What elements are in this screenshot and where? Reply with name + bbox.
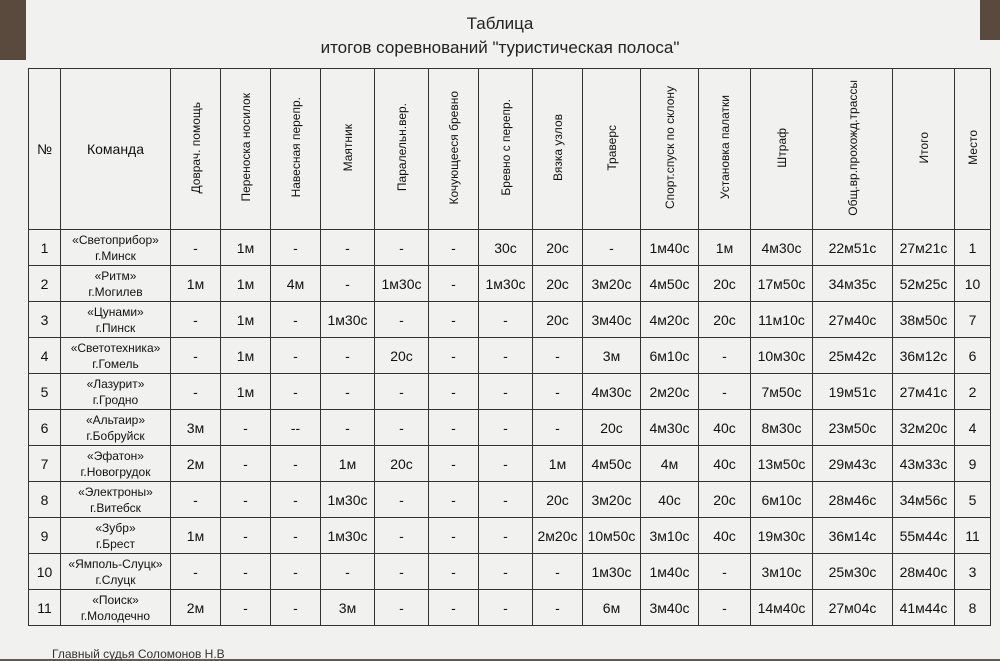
score-cell: 40с	[699, 410, 751, 446]
team-city: г.Могилев	[88, 284, 143, 299]
row-number: 6	[29, 410, 61, 446]
score-cell: -	[321, 554, 375, 590]
score-cell: 28м40с	[893, 554, 955, 590]
table-row	[29, 338, 991, 374]
header-stage: Маятник	[321, 69, 375, 230]
score-cell: -	[479, 338, 533, 374]
score-cell: 29м43с	[813, 446, 893, 482]
team-cell	[61, 446, 171, 482]
score-cell: 6м10с	[641, 338, 699, 374]
score-cell: 20с	[699, 482, 751, 518]
score-cell: 8	[955, 590, 991, 626]
header-result: Итого	[893, 69, 955, 230]
row-number: 7	[29, 446, 61, 482]
score-cell: 3м40с	[641, 590, 699, 626]
document-title: Таблица	[466, 14, 534, 33]
header-place: Место	[955, 69, 991, 230]
score-cell: -	[221, 482, 271, 518]
header-penalty: Штраф	[751, 69, 813, 230]
team-name: «Цунами»	[87, 304, 144, 319]
score-cell: 1м	[699, 230, 751, 266]
score-cell: -	[533, 410, 583, 446]
score-cell: -	[271, 518, 321, 554]
row-number: 3	[29, 302, 61, 338]
score-cell: 13м50с	[751, 446, 813, 482]
score-cell: -	[429, 482, 479, 518]
table-row	[29, 302, 991, 338]
team-cell	[61, 374, 171, 410]
score-cell: -	[429, 590, 479, 626]
score-cell: 27м21с	[893, 230, 955, 266]
score-cell: -	[479, 302, 533, 338]
team-name: «Эфатон»	[87, 448, 144, 463]
score-cell: 4м30с	[751, 230, 813, 266]
score-cell: -	[375, 302, 429, 338]
score-cell: 40с	[641, 482, 699, 518]
score-cell: 20с	[375, 338, 429, 374]
team-cell	[61, 230, 171, 266]
score-cell: -	[321, 374, 375, 410]
score-cell: 3	[955, 554, 991, 590]
header-stage: Установка палатки	[699, 69, 751, 230]
score-cell: -	[583, 230, 641, 266]
row-number: 8	[29, 482, 61, 518]
score-cell: -	[479, 590, 533, 626]
table-row	[29, 554, 991, 590]
score-cell: 1м30с	[583, 554, 641, 590]
score-cell: --	[271, 410, 321, 446]
score-cell: 40с	[699, 446, 751, 482]
team-cell	[61, 554, 171, 590]
score-cell: 4м	[641, 446, 699, 482]
footer-judge: Главный судья Соломонов Н.В	[52, 647, 225, 661]
table-row	[29, 518, 991, 554]
score-cell: 4м30с	[641, 410, 699, 446]
score-cell: 1м	[221, 266, 271, 302]
score-cell: 20с	[533, 230, 583, 266]
score-cell: -	[271, 482, 321, 518]
score-cell: 27м04с	[813, 590, 893, 626]
score-cell: 9	[955, 446, 991, 482]
score-cell: 34м56с	[893, 482, 955, 518]
team-city: г.Пинск	[95, 320, 136, 335]
team-name: «Светотехника»	[70, 340, 161, 355]
score-cell: 32м20с	[893, 410, 955, 446]
score-cell: 20с	[699, 266, 751, 302]
score-cell: 1м40с	[641, 230, 699, 266]
score-cell: 1м30с	[321, 482, 375, 518]
score-cell: 2	[955, 374, 991, 410]
score-cell: -	[221, 410, 271, 446]
score-cell: 3м	[321, 590, 375, 626]
score-cell: 20с	[533, 266, 583, 302]
team-city: г.Минск	[95, 248, 136, 263]
header-stage: Паралельн.вер.	[375, 69, 429, 230]
score-cell: -	[221, 590, 271, 626]
header-stage: Доврач. помощь	[171, 69, 221, 230]
score-cell: -	[321, 410, 375, 446]
team-cell	[61, 302, 171, 338]
table-row	[29, 446, 991, 482]
team-cell	[61, 482, 171, 518]
score-cell: -	[271, 446, 321, 482]
team-city: г.Витебск	[90, 500, 141, 515]
score-cell: -	[271, 554, 321, 590]
score-cell: 40с	[699, 518, 751, 554]
score-cell: 43м33с	[893, 446, 955, 482]
header-stage: Переноска носилок	[221, 69, 271, 230]
header-stage: Спорт.спуск по склону	[641, 69, 699, 230]
score-cell: -	[533, 554, 583, 590]
team-city: г.Новогрудок	[80, 464, 151, 479]
score-cell: -	[375, 410, 429, 446]
score-cell: 1м	[221, 230, 271, 266]
team-name: «Ритм»	[94, 268, 137, 283]
score-cell: 36м12с	[893, 338, 955, 374]
score-cell: 4	[955, 410, 991, 446]
score-cell: 27м40с	[813, 302, 893, 338]
score-cell: 1м	[221, 302, 271, 338]
score-cell: 11м10с	[751, 302, 813, 338]
table-row	[29, 230, 991, 266]
score-cell: 3м20с	[583, 482, 641, 518]
score-cell: -	[429, 266, 479, 302]
row-number: 11	[29, 590, 61, 626]
score-cell: -	[429, 230, 479, 266]
row-number: 4	[29, 338, 61, 374]
score-cell: -	[171, 374, 221, 410]
team-cell	[61, 410, 171, 446]
team-cell	[61, 266, 171, 302]
score-cell: 27м41с	[893, 374, 955, 410]
score-cell: 3м40с	[583, 302, 641, 338]
score-cell: -	[375, 590, 429, 626]
score-cell: 3м10с	[751, 554, 813, 590]
team-city: г.Бобруйск	[86, 428, 145, 443]
score-cell: 11	[955, 518, 991, 554]
score-cell: 22м51с	[813, 230, 893, 266]
score-cell: 1м	[321, 446, 375, 482]
score-cell: 2м20с	[641, 374, 699, 410]
score-cell: -	[479, 482, 533, 518]
score-cell: -	[221, 554, 271, 590]
row-number: 1	[29, 230, 61, 266]
team-name: «Светоприбор»	[72, 232, 159, 247]
score-cell: 2м	[171, 590, 221, 626]
score-cell: -	[271, 230, 321, 266]
score-cell: -	[321, 338, 375, 374]
document-subtitle: итогов соревнований "туристическая полоса"	[320, 38, 680, 57]
team-city: г.Молодечно	[80, 608, 151, 623]
header-stage: Кочующееся бревно	[429, 69, 479, 230]
row-number: 2	[29, 266, 61, 302]
team-city: г.Гомель	[92, 356, 139, 371]
header-stage: Вязка узлов	[533, 69, 583, 230]
score-cell: 1м30с	[375, 266, 429, 302]
score-cell: 1м	[171, 518, 221, 554]
score-cell: -	[171, 338, 221, 374]
header-stage: Бревно с перепр.	[479, 69, 533, 230]
score-cell: 28м46с	[813, 482, 893, 518]
team-cell	[61, 338, 171, 374]
score-cell: 10м50с	[583, 518, 641, 554]
table-row	[29, 590, 991, 626]
score-cell: 6м10с	[751, 482, 813, 518]
row-number: 9	[29, 518, 61, 554]
score-cell: -	[171, 230, 221, 266]
score-cell: 6	[955, 338, 991, 374]
score-cell: -	[479, 410, 533, 446]
score-cell: 30с	[479, 230, 533, 266]
score-cell: -	[375, 518, 429, 554]
table-row	[29, 410, 991, 446]
team-city: г.Брест	[96, 536, 135, 551]
score-cell: -	[271, 374, 321, 410]
score-cell: -	[429, 410, 479, 446]
score-cell: -	[321, 266, 375, 302]
score-cell: 1м	[221, 374, 271, 410]
row-number: 5	[29, 374, 61, 410]
team-city: г.Гродно	[92, 392, 139, 407]
score-cell: -	[533, 338, 583, 374]
score-cell: -	[479, 554, 533, 590]
score-cell: 4м30с	[583, 374, 641, 410]
team-cell	[61, 518, 171, 554]
score-cell: 1м40с	[641, 554, 699, 590]
score-cell: -	[221, 518, 271, 554]
score-cell: 25м42с	[813, 338, 893, 374]
score-cell: -	[699, 554, 751, 590]
score-cell: -	[375, 482, 429, 518]
score-cell: 20с	[699, 302, 751, 338]
score-cell: 1м	[171, 266, 221, 302]
score-cell: 7	[955, 302, 991, 338]
score-cell: -	[375, 374, 429, 410]
score-cell: 38м50с	[893, 302, 955, 338]
header-num: №	[29, 69, 61, 230]
score-cell: 1	[955, 230, 991, 266]
score-cell: -	[479, 374, 533, 410]
score-cell: 5	[955, 482, 991, 518]
score-cell: 2м	[171, 446, 221, 482]
table-body	[29, 230, 991, 626]
score-cell: 6м	[583, 590, 641, 626]
score-cell: 20с	[583, 410, 641, 446]
table-row	[29, 482, 991, 518]
score-cell: 3м10с	[641, 518, 699, 554]
score-cell: -	[429, 302, 479, 338]
score-cell: -	[429, 446, 479, 482]
score-cell: 19м30с	[751, 518, 813, 554]
header-stage: Навесная перепр.	[271, 69, 321, 230]
score-cell: 2м20с	[533, 518, 583, 554]
team-cell	[61, 590, 171, 626]
score-cell: 1м	[533, 446, 583, 482]
score-cell: 1м30с	[321, 302, 375, 338]
team-name: «Поиск»	[92, 592, 139, 607]
score-cell: 52м25с	[893, 266, 955, 302]
score-cell: 20с	[533, 302, 583, 338]
score-cell: -	[479, 446, 533, 482]
score-cell: -	[429, 518, 479, 554]
score-cell: -	[533, 374, 583, 410]
score-cell: 7м50с	[751, 374, 813, 410]
table-row	[29, 266, 991, 302]
team-name: «Электроны»	[78, 484, 153, 499]
score-cell: -	[271, 302, 321, 338]
score-cell: -	[699, 590, 751, 626]
team-city: г.Слуцк	[95, 572, 136, 587]
score-cell: 4м50с	[583, 446, 641, 482]
score-cell: -	[699, 338, 751, 374]
score-cell: 4м50с	[641, 266, 699, 302]
score-cell: 1м	[221, 338, 271, 374]
score-cell: -	[479, 518, 533, 554]
score-cell: 1м30с	[321, 518, 375, 554]
header-team: Команда	[61, 69, 171, 230]
score-cell: -	[271, 338, 321, 374]
score-cell: -	[171, 554, 221, 590]
score-cell: 36м14с	[813, 518, 893, 554]
team-name: «Лазурит»	[86, 376, 145, 391]
score-cell: -	[171, 482, 221, 518]
results-table	[28, 68, 991, 626]
score-cell: -	[375, 554, 429, 590]
score-cell: 8м30с	[751, 410, 813, 446]
score-cell: 41м44с	[893, 590, 955, 626]
score-cell: 19м51с	[813, 374, 893, 410]
header-row	[29, 69, 991, 230]
score-cell: 23м50с	[813, 410, 893, 446]
score-cell: 3м	[171, 410, 221, 446]
score-cell: 25м30с	[813, 554, 893, 590]
score-cell: 3м	[583, 338, 641, 374]
score-cell: 1м30с	[479, 266, 533, 302]
score-cell: 20с	[533, 482, 583, 518]
score-cell: -	[699, 374, 751, 410]
score-cell: -	[321, 230, 375, 266]
score-cell: 55м44с	[893, 518, 955, 554]
score-cell: -	[533, 590, 583, 626]
score-cell: -	[429, 554, 479, 590]
score-cell: -	[271, 590, 321, 626]
score-cell: 34м35с	[813, 266, 893, 302]
score-cell: 4м20с	[641, 302, 699, 338]
score-cell: 3м20с	[583, 266, 641, 302]
header-stage: Траверс	[583, 69, 641, 230]
score-cell: 10м30с	[751, 338, 813, 374]
team-name: «Альтаир»	[85, 412, 146, 427]
team-name: «Зубр»	[95, 520, 136, 535]
team-name: «Ямполь-Слуцк»	[68, 556, 163, 571]
score-cell: -	[375, 230, 429, 266]
score-cell: -	[171, 302, 221, 338]
score-cell: -	[429, 338, 479, 374]
score-cell: 20с	[375, 446, 429, 482]
score-cell: 10	[955, 266, 991, 302]
score-cell: -	[429, 374, 479, 410]
table-row	[29, 374, 991, 410]
score-cell: -	[221, 446, 271, 482]
row-number: 10	[29, 554, 61, 590]
header-total-time: Общ.вр.прохожд.трассы	[813, 69, 893, 230]
score-cell: 17м50с	[751, 266, 813, 302]
score-cell: 4м	[271, 266, 321, 302]
score-cell: 14м40с	[751, 590, 813, 626]
